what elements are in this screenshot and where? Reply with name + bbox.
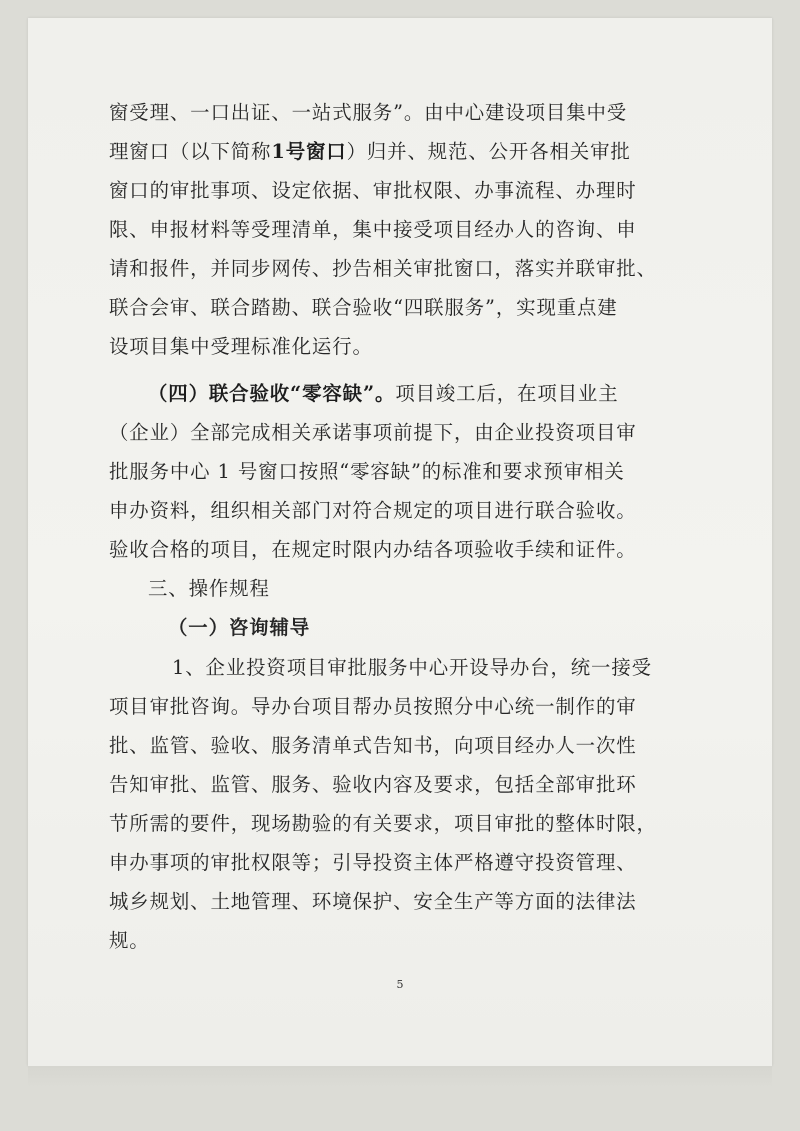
paragraph-1-line-1: 窗受理、一口出证、一站式服务”。由中心建设项目集中受 — [109, 101, 628, 124]
paragraph-3-line-8: 规。 — [109, 929, 150, 952]
paragraph-1-line-2 — [109, 136, 631, 163]
paragraph-1-line-2-part-b: ）归并、规范、公开各相关审批 — [346, 140, 631, 163]
paragraph-3-line-2: 项目审批咨询。导办台项目帮办员按照分中心统一制作的审 — [109, 695, 637, 718]
subsection-1-heading: （一）咨询辅导 — [168, 616, 311, 639]
paragraph-3-line-3: 批、监管、验收、服务清单式告知书，向项目经办人一次性 — [109, 734, 637, 757]
paragraph-1-line-5: 请和报件，并同步网传、抄告相关审批窗口，落实并联审批、 — [109, 257, 657, 280]
paragraph-2-line-1-rest: 项目竣工后，在项目业主 — [395, 382, 619, 405]
paragraph-1-line-3: 窗口的审批事项、设定依据、审批权限、办事流程、办理时 — [109, 179, 637, 202]
paragraph-3-line-1: 1、企业投资项目审批服务中心开设导办台，统一接受 — [172, 656, 652, 679]
paragraph-3-line-5: 节所需的要件，现场勘验的有关要求，项目审批的整体时限， — [109, 812, 657, 835]
section-3-heading: 三、操作规程 — [148, 577, 270, 600]
paragraph-2-line-4: 申办资料，组织相关部门对符合规定的项目进行联合验收。 — [109, 499, 637, 522]
zero-gap-acceptance-heading: （四）联合验收“零容缺”。 — [148, 382, 396, 405]
paragraph-2-line-3: 批服务中心 1 号窗口按照“零容缺”的标准和要求预审相关 — [109, 460, 625, 483]
paragraph-3-line-4: 告知审批、监管、服务、验收内容及要求，包括全部审批环 — [109, 773, 637, 796]
paragraph-1-line-7: 设项目集中受理标准化运行。 — [109, 335, 373, 358]
page-number: 5 — [396, 978, 404, 991]
paragraph-1-line-6: 联合会审、联合踏勘、联合验收“四联服务”，实现重点建 — [109, 296, 618, 319]
paragraph-1-line-4: 限、申报材料等受理清单，集中接受项目经办人的咨询、申 — [109, 218, 637, 241]
paragraph-2-line-2: （企业）全部完成相关承诺事项前提下，由企业投资项目审 — [109, 421, 637, 444]
paragraph-3-line-6: 申办事项的审批权限等；引导投资主体严格遵守投资管理、 — [109, 851, 637, 874]
paragraph-3-line-7: 城乡规划、土地管理、环境保护、安全生产等方面的法律法 — [109, 890, 637, 913]
paragraph-2-line-1 — [148, 378, 619, 405]
window-1-emphasis: 1号窗口 — [271, 140, 347, 163]
paragraph-2-line-5: 验收合格的项目，在规定时限内办结各项验收手续和证件。 — [109, 538, 637, 561]
paragraph-1-line-2-part-a: 理窗口（以下简称 — [109, 140, 272, 163]
page-bottom-shadow — [28, 1066, 772, 1088]
